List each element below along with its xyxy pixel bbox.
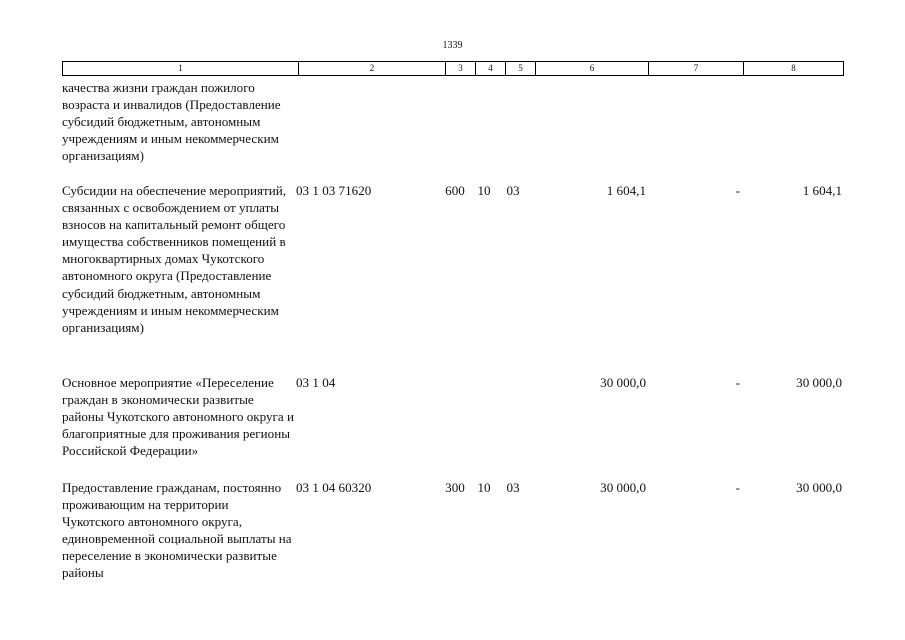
row-name: качества жизни граждан пожилого возраста и инвалидов (Предоставление субсидий бюджетным, автономным учреждениям и иным некоммерческим организациям) — [62, 80, 281, 164]
row-rz: 10 — [477, 183, 491, 198]
header-col-3: 3 — [445, 62, 475, 75]
row-code: 03 1 03 71620 — [296, 183, 372, 198]
row-value-7: - — [735, 183, 740, 198]
header-col-7: 7 — [648, 62, 743, 75]
row-name: Предоставление гражданам, постоянно проживающим на территории Чукотского автономного округа, единовременной социальной выплаты на переселение в экономически развитые районы — [62, 480, 292, 581]
row-name: Основное мероприятие «Переселение граждан в экономически развитые районы Чукотского автономного округа и благоприятные для проживания регионы Российской Федерации» — [62, 375, 294, 459]
row-value-6: 30 000,0 — [600, 375, 646, 390]
table-header — [62, 61, 844, 76]
row-vr: 600 — [445, 183, 465, 198]
row-value-7: - — [735, 480, 740, 495]
row-value-8: 1 604,1 — [802, 183, 842, 198]
row-code: 03 1 04 60320 — [296, 480, 372, 495]
header-col-4: 4 — [475, 62, 505, 75]
row-name: Субсидии на обеспечение мероприятий, связанных с освобождением от уплаты взносов на капитальный ремонт общего имущества собственников помещений в многоквартирных домах Чукотского автономного округа (Предоставление субсидий бюджетным, автономным учреждениям и иным некоммерческим организациям) — [62, 183, 287, 335]
row-value-8: 30 000,0 — [796, 375, 842, 390]
header-col-6: 6 — [535, 62, 648, 75]
row-value-8: 30 000,0 — [796, 480, 842, 495]
header-col-8: 8 — [743, 62, 843, 75]
header-col-1: 1 — [178, 63, 183, 73]
row-pr: 03 — [506, 183, 520, 198]
row-code: 03 1 04 — [296, 375, 336, 390]
row-rz: 10 — [477, 480, 491, 495]
page-number: 1339 — [442, 40, 463, 51]
row-value-6: 30 000,0 — [600, 480, 646, 495]
row-value-6: 1 604,1 — [606, 183, 646, 198]
row-pr: 03 — [506, 480, 520, 495]
header-col-2: 2 — [298, 62, 445, 75]
row-vr: 300 — [445, 480, 465, 495]
row-value-7: - — [735, 375, 740, 390]
header-col-5: 5 — [505, 62, 535, 75]
